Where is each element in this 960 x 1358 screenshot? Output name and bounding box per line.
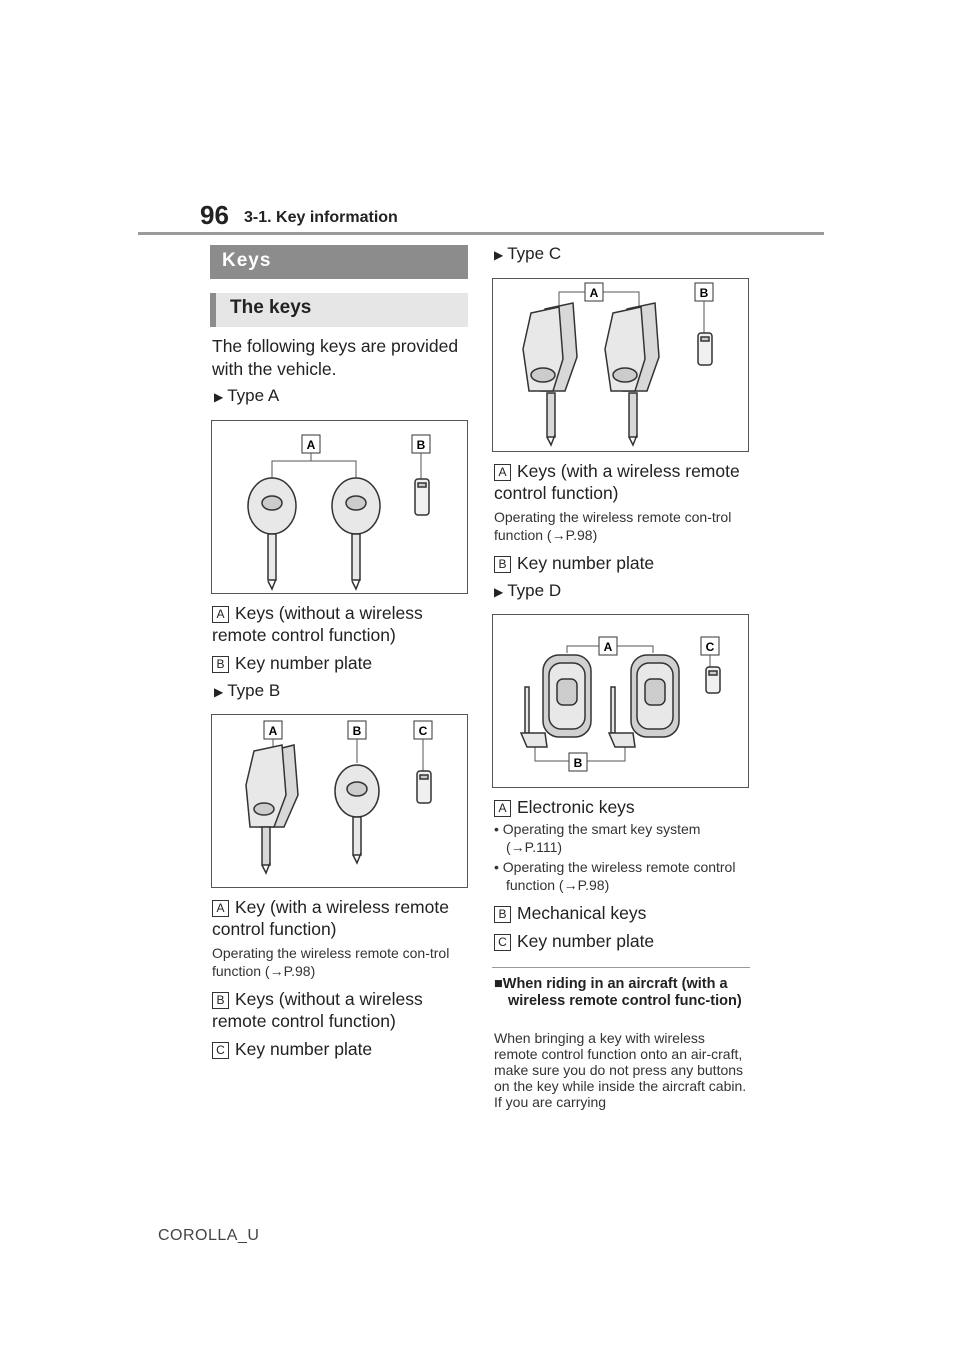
key-icon [332, 478, 380, 589]
fig-b-label-c: C [418, 724, 428, 738]
keys-banner: Keys [210, 245, 468, 279]
footer-model: COROLLA_U [158, 1227, 260, 1244]
header-divider [138, 232, 824, 235]
figure-type-d [492, 614, 749, 788]
intro-text: The following keys are provided with the vehicle. [212, 336, 459, 379]
key-plate-icon [417, 771, 431, 803]
remote-key-icon [605, 303, 659, 445]
fig-a-label-b: B [416, 438, 426, 452]
type-b-item-b: B Keys (without a wireless remote control function) [212, 989, 423, 1031]
page-number: 96 [200, 200, 229, 230]
triangle-bullet-icon: ▶ [214, 390, 224, 404]
key-plate-icon [698, 333, 712, 365]
fig-c-label-b: B [699, 286, 709, 300]
type-c-item-b: B Key number plate [494, 552, 750, 574]
fig-d-label-c: C [705, 640, 715, 654]
type-a-item-a: A Keys (without a wireless remote control function) [212, 603, 423, 645]
type-c-item-a: A Keys (with a wireless remote control function) [494, 461, 740, 503]
type-d-bullet-1: • Operating the smart key system (→P.111) [494, 821, 701, 855]
smart-key-icon [631, 655, 679, 737]
the-keys-heading: The keys [210, 293, 468, 327]
type-c-heading: ▶ Type C [494, 244, 562, 263]
key-icon [248, 478, 296, 589]
fig-a-label-a: A [306, 438, 316, 452]
triangle-bullet-icon: ▶ [494, 585, 504, 599]
aircraft-body: When bringing a key with wireless remote control function onto an air-craft, make sure you do not press any buttons on the key while inside the aircraft cabin. If you are carrying [494, 1030, 747, 1110]
type-b-item-a: A Key (with a wireless remote control function) [212, 897, 449, 939]
type-d-item-b: B Mechanical keys [494, 902, 750, 924]
type-d-bullet-2: • Operating the wireless remote control function (→P.98) [494, 859, 736, 893]
remote-key-icon [523, 303, 577, 445]
fig-b-label-a: A [268, 724, 278, 738]
type-d-item-c: C Key number plate [494, 930, 750, 952]
key-icon [335, 765, 379, 863]
key-plate-icon [415, 479, 429, 515]
fig-b-label-b: B [352, 724, 362, 738]
type-a-heading: ▶ Type A [214, 386, 280, 405]
type-a-item-b: B Key number plate [212, 652, 462, 674]
key-plate-icon [706, 667, 720, 693]
type-d-item-a: A Electronic keys [494, 796, 750, 818]
type-d-heading: ▶ Type D [494, 581, 562, 600]
type-b-heading: ▶ Type B [214, 681, 281, 700]
section-divider [492, 967, 750, 968]
triangle-bullet-icon: ▶ [494, 248, 504, 262]
square-bullet-icon: ■ [494, 976, 503, 992]
aircraft-heading: ■When riding in an aircraft (with a wireless remote control func-tion) [494, 976, 742, 1009]
fig-c-label-a: A [589, 286, 599, 300]
smart-key-icon [543, 655, 591, 737]
figure-type-c [492, 278, 749, 452]
remote-key-icon [246, 745, 298, 873]
fig-d-label-a: A [603, 640, 613, 654]
triangle-bullet-icon: ▶ [214, 685, 224, 699]
figure-type-b [211, 714, 468, 888]
fig-d-label-b: B [573, 756, 583, 770]
type-b-note: Operating the wireless remote con-trol function (→P.98) [212, 945, 450, 979]
section-title: 3-1. Key information [244, 209, 398, 226]
figure-type-a [211, 420, 468, 594]
type-c-note: Operating the wireless remote con-trol function (→P.98) [494, 509, 732, 543]
type-b-item-c: C Key number plate [212, 1038, 462, 1060]
